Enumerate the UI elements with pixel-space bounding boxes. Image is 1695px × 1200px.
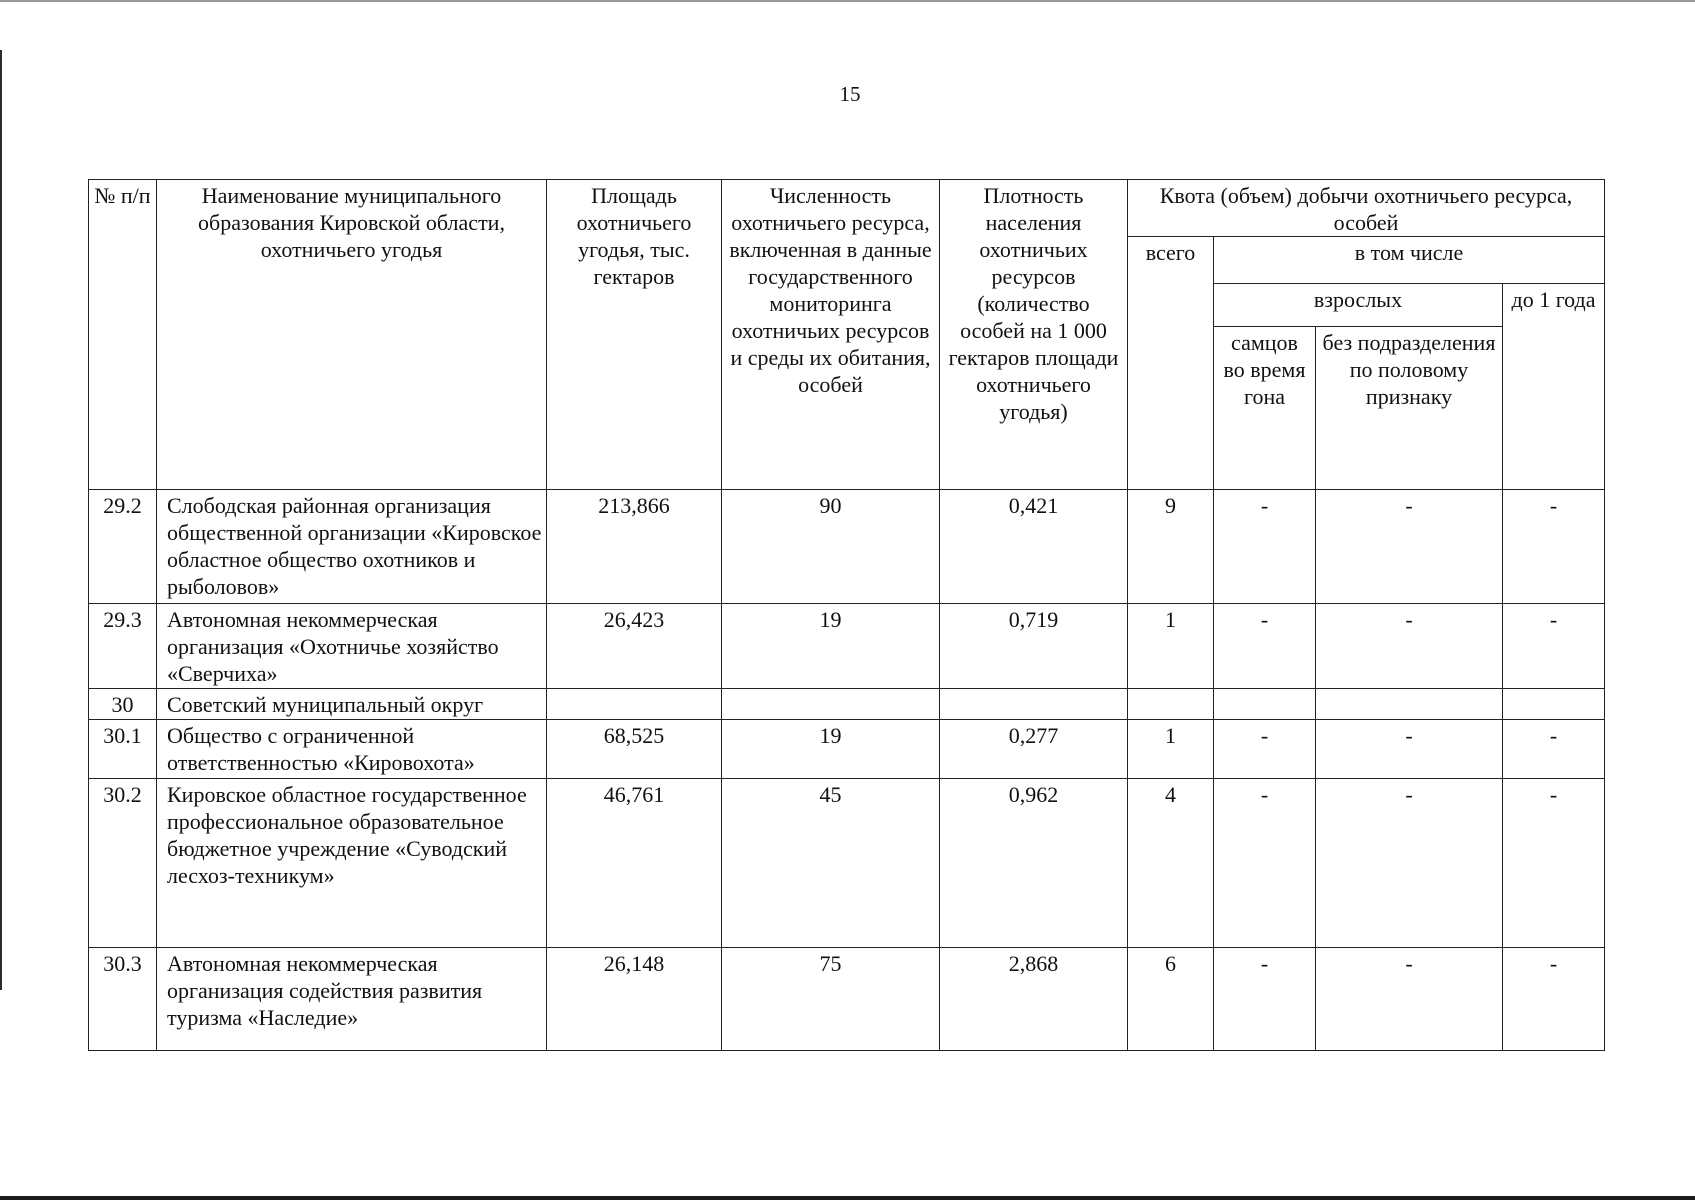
- cell-num: 30.1: [89, 720, 157, 779]
- table-body: [89, 490, 1605, 1051]
- cell-density: 0,962: [940, 779, 1128, 948]
- cell-males: -: [1214, 604, 1316, 689]
- header-nosex: без подразделения по половому признаку: [1316, 327, 1503, 490]
- scan-edge-bottom: [0, 1196, 1695, 1200]
- cell-name: Кировское областное государственное профессиональное образовательное бюджетное учреждение «Суводский лесхоз-техникум»: [157, 779, 547, 948]
- cell-count: [722, 689, 940, 720]
- cell-nosex: -: [1316, 720, 1503, 779]
- cell-males: -: [1214, 490, 1316, 604]
- header-adults: взрослых: [1214, 284, 1503, 327]
- cell-count: 75: [722, 948, 940, 1051]
- header-including: в том числе: [1214, 237, 1605, 284]
- header-under1: до 1 года: [1503, 284, 1605, 490]
- table-row: [89, 604, 1605, 689]
- cell-name: Автономная некоммерческая организация содействия развития туризма «Наследие»: [157, 948, 547, 1051]
- cell-density: [940, 689, 1128, 720]
- cell-nosex: [1316, 689, 1503, 720]
- cell-name: Автономная некоммерческая организация «Охотничье хозяйство «Сверчиха»: [157, 604, 547, 689]
- cell-total: 1: [1128, 720, 1214, 779]
- cell-total: 6: [1128, 948, 1214, 1051]
- header-males: самцов во время гона: [1214, 327, 1316, 490]
- cell-total: 9: [1128, 490, 1214, 604]
- cell-area: 213,866: [547, 490, 722, 604]
- cell-name: Общество с ограниченной ответственностью «Кировохота»: [157, 720, 547, 779]
- header-density: Плотность населения охотничьих ресурсов (количество особей на 1 000 гектаров площади охотничьего угодья): [940, 180, 1128, 490]
- cell-under1: -: [1503, 490, 1605, 604]
- cell-males: -: [1214, 720, 1316, 779]
- cell-name: Советский муниципальный округ: [157, 689, 547, 720]
- cell-count: 45: [722, 779, 940, 948]
- header-area: Площадь охотничьего угодья, тыс. гектаров: [547, 180, 722, 490]
- cell-count: 19: [722, 720, 940, 779]
- cell-total: 1: [1128, 604, 1214, 689]
- cell-area: 26,423: [547, 604, 722, 689]
- cell-total: 4: [1128, 779, 1214, 948]
- cell-area: [547, 689, 722, 720]
- cell-total: [1128, 689, 1214, 720]
- cell-count: 19: [722, 604, 940, 689]
- header-quota: Квота (объем) добычи охотничьего ресурса, особей: [1128, 180, 1605, 237]
- cell-nosex: -: [1316, 604, 1503, 689]
- header-count: Численность охотничьего ресурса, включенная в данные государственного мониторинга охотничьих ресурсов и среды их обитания, особей: [722, 180, 940, 490]
- cell-num: 30.3: [89, 948, 157, 1051]
- table-row: [89, 689, 1605, 720]
- cell-density: 0,277: [940, 720, 1128, 779]
- table-row: [89, 720, 1605, 779]
- cell-num: 30: [89, 689, 157, 720]
- table-header: [89, 180, 1605, 490]
- cell-nosex: -: [1316, 490, 1503, 604]
- page-number: 15: [839, 82, 861, 106]
- scan-edge-top: [0, 0, 1695, 2]
- cell-nosex: -: [1316, 948, 1503, 1051]
- quota-table: [88, 179, 1605, 1051]
- cell-density: 2,868: [940, 948, 1128, 1051]
- header-num: № п/п: [89, 180, 157, 490]
- cell-count: 90: [722, 490, 940, 604]
- header-total: всего: [1128, 237, 1214, 490]
- cell-area: 68,525: [547, 720, 722, 779]
- header-name: Наименование муниципального образования Кировской области, охотничьего угодья: [157, 180, 547, 490]
- cell-under1: [1503, 689, 1605, 720]
- cell-under1: -: [1503, 720, 1605, 779]
- cell-males: [1214, 689, 1316, 720]
- table-row: [89, 948, 1605, 1051]
- cell-under1: -: [1503, 779, 1605, 948]
- cell-num: 30.2: [89, 779, 157, 948]
- cell-area: 26,148: [547, 948, 722, 1051]
- cell-males: -: [1214, 779, 1316, 948]
- table-row: [89, 490, 1605, 604]
- cell-num: 29.3: [89, 604, 157, 689]
- cell-density: 0,719: [940, 604, 1128, 689]
- cell-area: 46,761: [547, 779, 722, 948]
- scan-edge-left: [0, 50, 2, 990]
- cell-males: -: [1214, 948, 1316, 1051]
- cell-under1: -: [1503, 604, 1605, 689]
- cell-nosex: -: [1316, 779, 1503, 948]
- cell-under1: -: [1503, 948, 1605, 1051]
- cell-num: 29.2: [89, 490, 157, 604]
- cell-name: Слободская районная организация общественной организации «Кировское областное общество охотников и рыболовов»: [157, 490, 547, 604]
- cell-density: 0,421: [940, 490, 1128, 604]
- table-row: [89, 779, 1605, 948]
